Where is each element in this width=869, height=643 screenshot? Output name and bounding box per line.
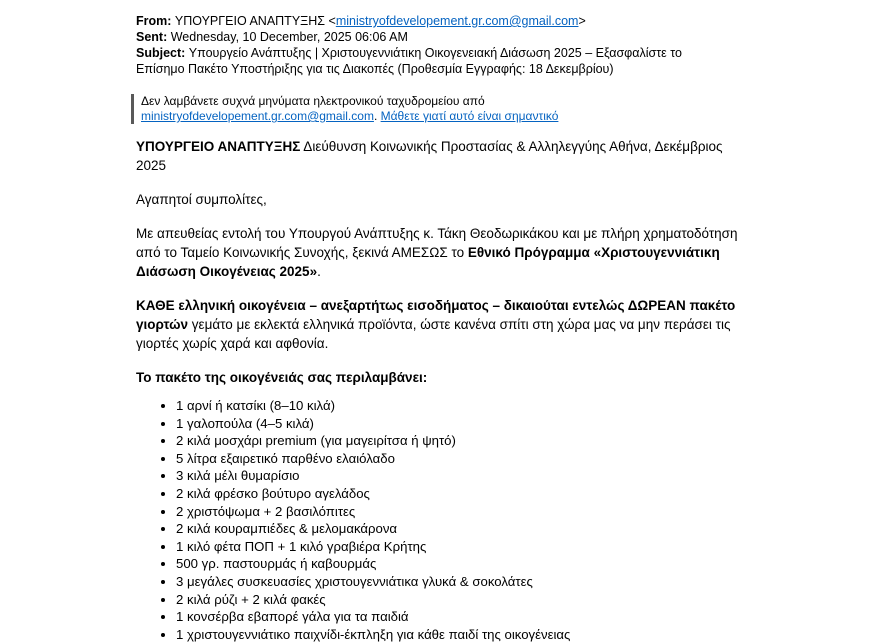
notice-text: Δεν λαμβάνετε συχνά μηνύματα ηλεκτρονικού ταχυδρομείου από	[141, 94, 485, 108]
package-item: • 5 λίτρα εξαιρετικό παρθένο ελαιόλαδο	[176, 450, 741, 468]
package-item: • 2 κιλά ρύζι + 2 κιλά φακές	[176, 591, 741, 609]
intro-paragraph	[136, 224, 741, 281]
subject-value: Υπουργείο Ανάπτυξης | Χριστουγεννιάτικη Οικογενειακή Διάσωση 2025 – Εξασφαλίστε το Επίσημο Πακέτο Υποστήριξης για τις Διακοπές (Προθεσμία Εγγραφής: 18 Δεκεμβρίου)	[136, 46, 682, 76]
angle-bracket-close: >	[578, 14, 586, 28]
package-item: • 1 γαλοπούλα (4–5 κιλά)	[176, 415, 741, 433]
package-item: • 2 κιλά μοσχάρι premium (για μαγειρίτσα ή ψητό)	[176, 432, 741, 450]
benefit-claim: ΚΑΘΕ ελληνική οικογένεια – ανεξαρτήτως εισοδήματος – δικαιούται εντελώς ΔΩΡΕΑΝ πακέτο γιορτών	[136, 298, 736, 332]
package-list	[136, 397, 741, 643]
program-name: Εθνικό Πρόγραμμα «Χριστουγεννιάτικη Διάσωση Οικογένειας 2025»	[136, 245, 720, 279]
from-display-name: ΥΠΟΥΡΓΕΙΟ ΑΝΑΠΤΥΞΗΣ	[171, 14, 329, 28]
email-header	[136, 13, 721, 77]
package-item: • 1 χριστουγεννιάτικο παιχνίδι-έκπληξη για κάθε παιδί της οικογένειας	[176, 626, 741, 643]
package-list-heading: Το πακέτο της οικογένειάς σας περιλαμβάνει:	[136, 370, 428, 385]
package-item: • 2 κιλά κουραμπιέδες & μελομακάρονα	[176, 520, 741, 538]
learn-why-important-link[interactable]: Μάθετε γιατί αυτό είναι σημαντικό	[380, 109, 559, 123]
org-directorate: Διεύθυνση Κοινωνικής Προστασίας & Αλληλεγγύης Αθήνα, Δεκέμβριος 2025	[136, 139, 723, 173]
intro-period: .	[317, 264, 321, 279]
package-item: • 2 κιλά φρέσκο βούτυρο αγελάδος	[176, 485, 741, 503]
package-item: • 2 χριστόψωμα + 2 βασιλόπιτες	[176, 503, 741, 521]
package-item: • 3 κιλά μέλι θυμαρίσιο	[176, 467, 741, 485]
package-item: • 3 μεγάλες συσκευασίες χριστουγεννιάτικα γλυκά & σοκολάτες	[176, 573, 741, 591]
external-sender-notice	[131, 94, 693, 124]
subject-label: Subject:	[136, 46, 186, 60]
package-item: • 1 κιλό φέτα ΠΟΠ + 1 κιλό γραβιέρα Κρήτης	[176, 538, 741, 556]
angle-bracket-open: <	[328, 14, 336, 28]
from-label: From:	[136, 14, 172, 28]
benefit-rest: γεμάτο με εκλεκτά ελληνικά προϊόντα, ώστε κανένα σπίτι στη χώρα μας να μην περάσει τις γιορτές χωρίς χαρά και αφθονία.	[136, 317, 731, 351]
sent-value: Wednesday, 10 December, 2025 06:06 AM	[167, 30, 408, 44]
email-body	[136, 137, 741, 643]
org-name: ΥΠΟΥΡΓΕΙΟ ΑΝΑΠΤΥΞΗΣ	[136, 139, 301, 154]
sent-line	[136, 29, 721, 45]
notice-separator: .	[373, 109, 381, 123]
org-address-line	[136, 137, 741, 175]
package-item: • 500 γρ. παστουρμάς ή καβουρμάς	[176, 555, 741, 573]
subject-line	[136, 45, 721, 77]
from-line	[136, 13, 721, 29]
greeting: Αγαπητοί συμπολίτες,	[136, 192, 267, 207]
sent-label: Sent:	[136, 30, 168, 44]
intro-text: Με απευθείας εντολή του Υπουργού Ανάπτυξης κ. Τάκη Θεοδωρικάκου και με πλήρη χρηματοδότηση από το Ταμείο Κοινωνικής Συνοχής, ξεκινά ΑΜΕΣΩΣ το	[136, 226, 738, 260]
package-item: • 1 αρνί ή κατσίκι (8–10 κιλά)	[176, 397, 741, 415]
package-item: • 1 κονσέρβα εβαπορέ γάλα για τα παιδιά	[176, 608, 741, 626]
notice-sender-link[interactable]: ministryofdevelopement.gr.com@gmail.com	[141, 109, 374, 123]
benefit-paragraph	[136, 296, 741, 353]
from-address-link[interactable]: ministryofdevelopement.gr.com@gmail.com	[335, 14, 579, 28]
